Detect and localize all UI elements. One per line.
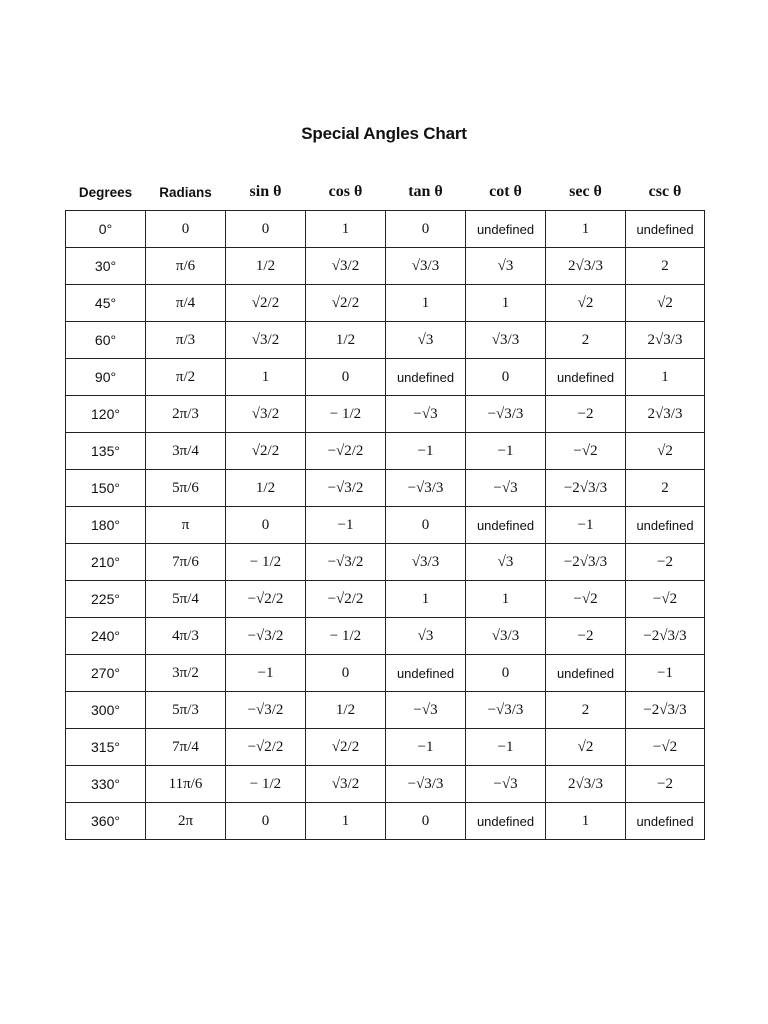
degrees-cell: 60° (66, 322, 146, 359)
sin-cell: √2/2 (226, 285, 306, 322)
sin-cell: −√3/2 (226, 618, 306, 655)
radians-cell: 2π (146, 803, 226, 840)
csc-cell: undefined (626, 211, 705, 248)
degrees-cell: 120° (66, 396, 146, 433)
csc-cell: √2 (626, 285, 705, 322)
radians-cell: 2π/3 (146, 396, 226, 433)
cos-cell: 0 (306, 655, 386, 692)
tan-cell: √3 (386, 322, 466, 359)
cos-cell: 1/2 (306, 692, 386, 729)
table-header (66, 174, 705, 211)
csc-cell: −2√3/3 (626, 692, 705, 729)
sin-cell: 0 (226, 803, 306, 840)
sec-cell: 2 (546, 322, 626, 359)
sin-cell: 1/2 (226, 470, 306, 507)
tan-cell: 1 (386, 581, 466, 618)
sin-cell: − 1/2 (226, 544, 306, 581)
cos-cell: 1 (306, 211, 386, 248)
tan-cell: −1 (386, 729, 466, 766)
tan-cell: −√3/3 (386, 470, 466, 507)
cot-cell: 0 (466, 359, 546, 396)
csc-cell: −√2 (626, 729, 705, 766)
sin-cell: 0 (226, 507, 306, 544)
cos-cell: 0 (306, 359, 386, 396)
table-row (66, 396, 705, 433)
header-row (66, 174, 705, 211)
tan-header: tan θ (408, 183, 443, 200)
degrees-cell: 90° (66, 359, 146, 396)
cot-cell: 0 (466, 655, 546, 692)
tan-cell: undefined (386, 655, 466, 692)
cot-header: cot θ (489, 183, 522, 200)
cot-cell: undefined (466, 507, 546, 544)
cos-cell: −√2/2 (306, 581, 386, 618)
table-row (66, 544, 705, 581)
degrees-header: Degrees (78, 184, 133, 200)
cos-cell: 1 (306, 803, 386, 840)
cos-cell: − 1/2 (306, 396, 386, 433)
tan-cell: −√3/3 (386, 766, 466, 803)
sec-cell: −1 (546, 507, 626, 544)
degrees-cell: 240° (66, 618, 146, 655)
radians-cell: 3π/2 (146, 655, 226, 692)
sin-cell: − 1/2 (226, 766, 306, 803)
cos-header: cos θ (328, 183, 363, 200)
radians-cell: 3π/4 (146, 433, 226, 470)
tan-cell: 0 (386, 507, 466, 544)
cos-cell: 1/2 (306, 322, 386, 359)
sin-cell: 1 (226, 359, 306, 396)
tan-cell: undefined (386, 359, 466, 396)
sec-cell: −√2 (546, 433, 626, 470)
cos-cell: √2/2 (306, 285, 386, 322)
csc-cell: √2 (626, 433, 705, 470)
degrees-cell: 315° (66, 729, 146, 766)
tan-cell: 0 (386, 211, 466, 248)
cot-cell: 1 (466, 285, 546, 322)
sin-header: sin θ (249, 183, 282, 200)
sec-cell: 2√3/3 (546, 248, 626, 285)
page-title: Special Angles Chart (301, 124, 467, 143)
degrees-cell: 210° (66, 544, 146, 581)
tan-cell: −√3 (386, 396, 466, 433)
sin-cell: −√2/2 (226, 581, 306, 618)
cot-cell: −√3/3 (466, 692, 546, 729)
degrees-cell: 300° (66, 692, 146, 729)
csc-header: csc θ (648, 183, 682, 200)
radians-cell: 4π/3 (146, 618, 226, 655)
tan-cell: 0 (386, 803, 466, 840)
cot-cell: √3/3 (466, 618, 546, 655)
cos-cell: √3/2 (306, 248, 386, 285)
cos-cell: √3/2 (306, 766, 386, 803)
csc-cell: 2 (626, 470, 705, 507)
degrees-cell: 45° (66, 285, 146, 322)
radians-header: Radians (159, 184, 212, 200)
radians-cell: π/6 (146, 248, 226, 285)
special-angles-table (65, 174, 705, 840)
csc-cell: undefined (626, 803, 705, 840)
sec-header: sec θ (569, 183, 602, 200)
sin-cell: 0 (226, 211, 306, 248)
cos-cell: −√3/2 (306, 544, 386, 581)
sin-cell: √3/2 (226, 322, 306, 359)
csc-cell: −√2 (626, 581, 705, 618)
table-row (66, 618, 705, 655)
tan-cell: √3 (386, 618, 466, 655)
radians-cell: π/3 (146, 322, 226, 359)
table-row (66, 359, 705, 396)
table-row (66, 285, 705, 322)
table-row (66, 803, 705, 840)
radians-cell: π/4 (146, 285, 226, 322)
table-body (66, 211, 705, 840)
table-row (66, 211, 705, 248)
sec-cell: √2 (546, 285, 626, 322)
cot-cell: undefined (466, 803, 546, 840)
cot-cell: 1 (466, 581, 546, 618)
radians-cell: π/2 (146, 359, 226, 396)
table-row (66, 655, 705, 692)
cos-cell: −√2/2 (306, 433, 386, 470)
sec-cell: −√2 (546, 581, 626, 618)
sin-cell: √2/2 (226, 433, 306, 470)
cot-cell: √3/3 (466, 322, 546, 359)
cot-cell: √3 (466, 248, 546, 285)
table-row (66, 766, 705, 803)
csc-cell: −2 (626, 766, 705, 803)
sec-cell: −2 (546, 396, 626, 433)
radians-cell: 7π/6 (146, 544, 226, 581)
tan-cell: √3/3 (386, 544, 466, 581)
tan-cell: √3/3 (386, 248, 466, 285)
sin-cell: √3/2 (226, 396, 306, 433)
sin-cell: −√3/2 (226, 692, 306, 729)
cot-cell: −√3 (466, 470, 546, 507)
radians-cell: 5π/4 (146, 581, 226, 618)
degrees-cell: 225° (66, 581, 146, 618)
sec-cell: √2 (546, 729, 626, 766)
csc-cell: 2√3/3 (626, 396, 705, 433)
sec-cell: 2 (546, 692, 626, 729)
sec-cell: 1 (546, 211, 626, 248)
cot-cell: √3 (466, 544, 546, 581)
table-row (66, 507, 705, 544)
table-row (66, 322, 705, 359)
cos-cell: −√3/2 (306, 470, 386, 507)
sec-cell: 1 (546, 803, 626, 840)
degrees-cell: 180° (66, 507, 146, 544)
sec-cell: −2√3/3 (546, 544, 626, 581)
sec-cell: −2 (546, 618, 626, 655)
csc-cell: 2√3/3 (626, 322, 705, 359)
degrees-cell: 150° (66, 470, 146, 507)
sin-cell: −√2/2 (226, 729, 306, 766)
radians-cell: 5π/6 (146, 470, 226, 507)
tan-cell: −√3 (386, 692, 466, 729)
cot-cell: −√3/3 (466, 396, 546, 433)
cos-cell: √2/2 (306, 729, 386, 766)
csc-cell: undefined (626, 507, 705, 544)
cot-cell: −√3 (466, 766, 546, 803)
radians-cell: 5π/3 (146, 692, 226, 729)
table-row (66, 470, 705, 507)
cos-cell: − 1/2 (306, 618, 386, 655)
tan-cell: −1 (386, 433, 466, 470)
cot-cell: undefined (466, 211, 546, 248)
degrees-cell: 360° (66, 803, 146, 840)
sec-cell: 2√3/3 (546, 766, 626, 803)
radians-cell: 7π/4 (146, 729, 226, 766)
degrees-cell: 0° (66, 211, 146, 248)
csc-cell: −2 (626, 544, 705, 581)
degrees-cell: 135° (66, 433, 146, 470)
table-row (66, 581, 705, 618)
table-row (66, 692, 705, 729)
sec-cell: undefined (546, 359, 626, 396)
csc-cell: 1 (626, 359, 705, 396)
table-row (66, 248, 705, 285)
radians-cell: 11π/6 (146, 766, 226, 803)
degrees-cell: 30° (66, 248, 146, 285)
degrees-cell: 330° (66, 766, 146, 803)
sec-cell: −2√3/3 (546, 470, 626, 507)
table-row (66, 729, 705, 766)
radians-cell: 0 (146, 211, 226, 248)
csc-cell: 2 (626, 248, 705, 285)
sec-cell: undefined (546, 655, 626, 692)
degrees-cell: 270° (66, 655, 146, 692)
cot-cell: −1 (466, 433, 546, 470)
tan-cell: 1 (386, 285, 466, 322)
sin-cell: 1/2 (226, 248, 306, 285)
csc-cell: −2√3/3 (626, 618, 705, 655)
cos-cell: −1 (306, 507, 386, 544)
sin-cell: −1 (226, 655, 306, 692)
radians-cell: π (146, 507, 226, 544)
table-row (66, 433, 705, 470)
cot-cell: −1 (466, 729, 546, 766)
csc-cell: −1 (626, 655, 705, 692)
